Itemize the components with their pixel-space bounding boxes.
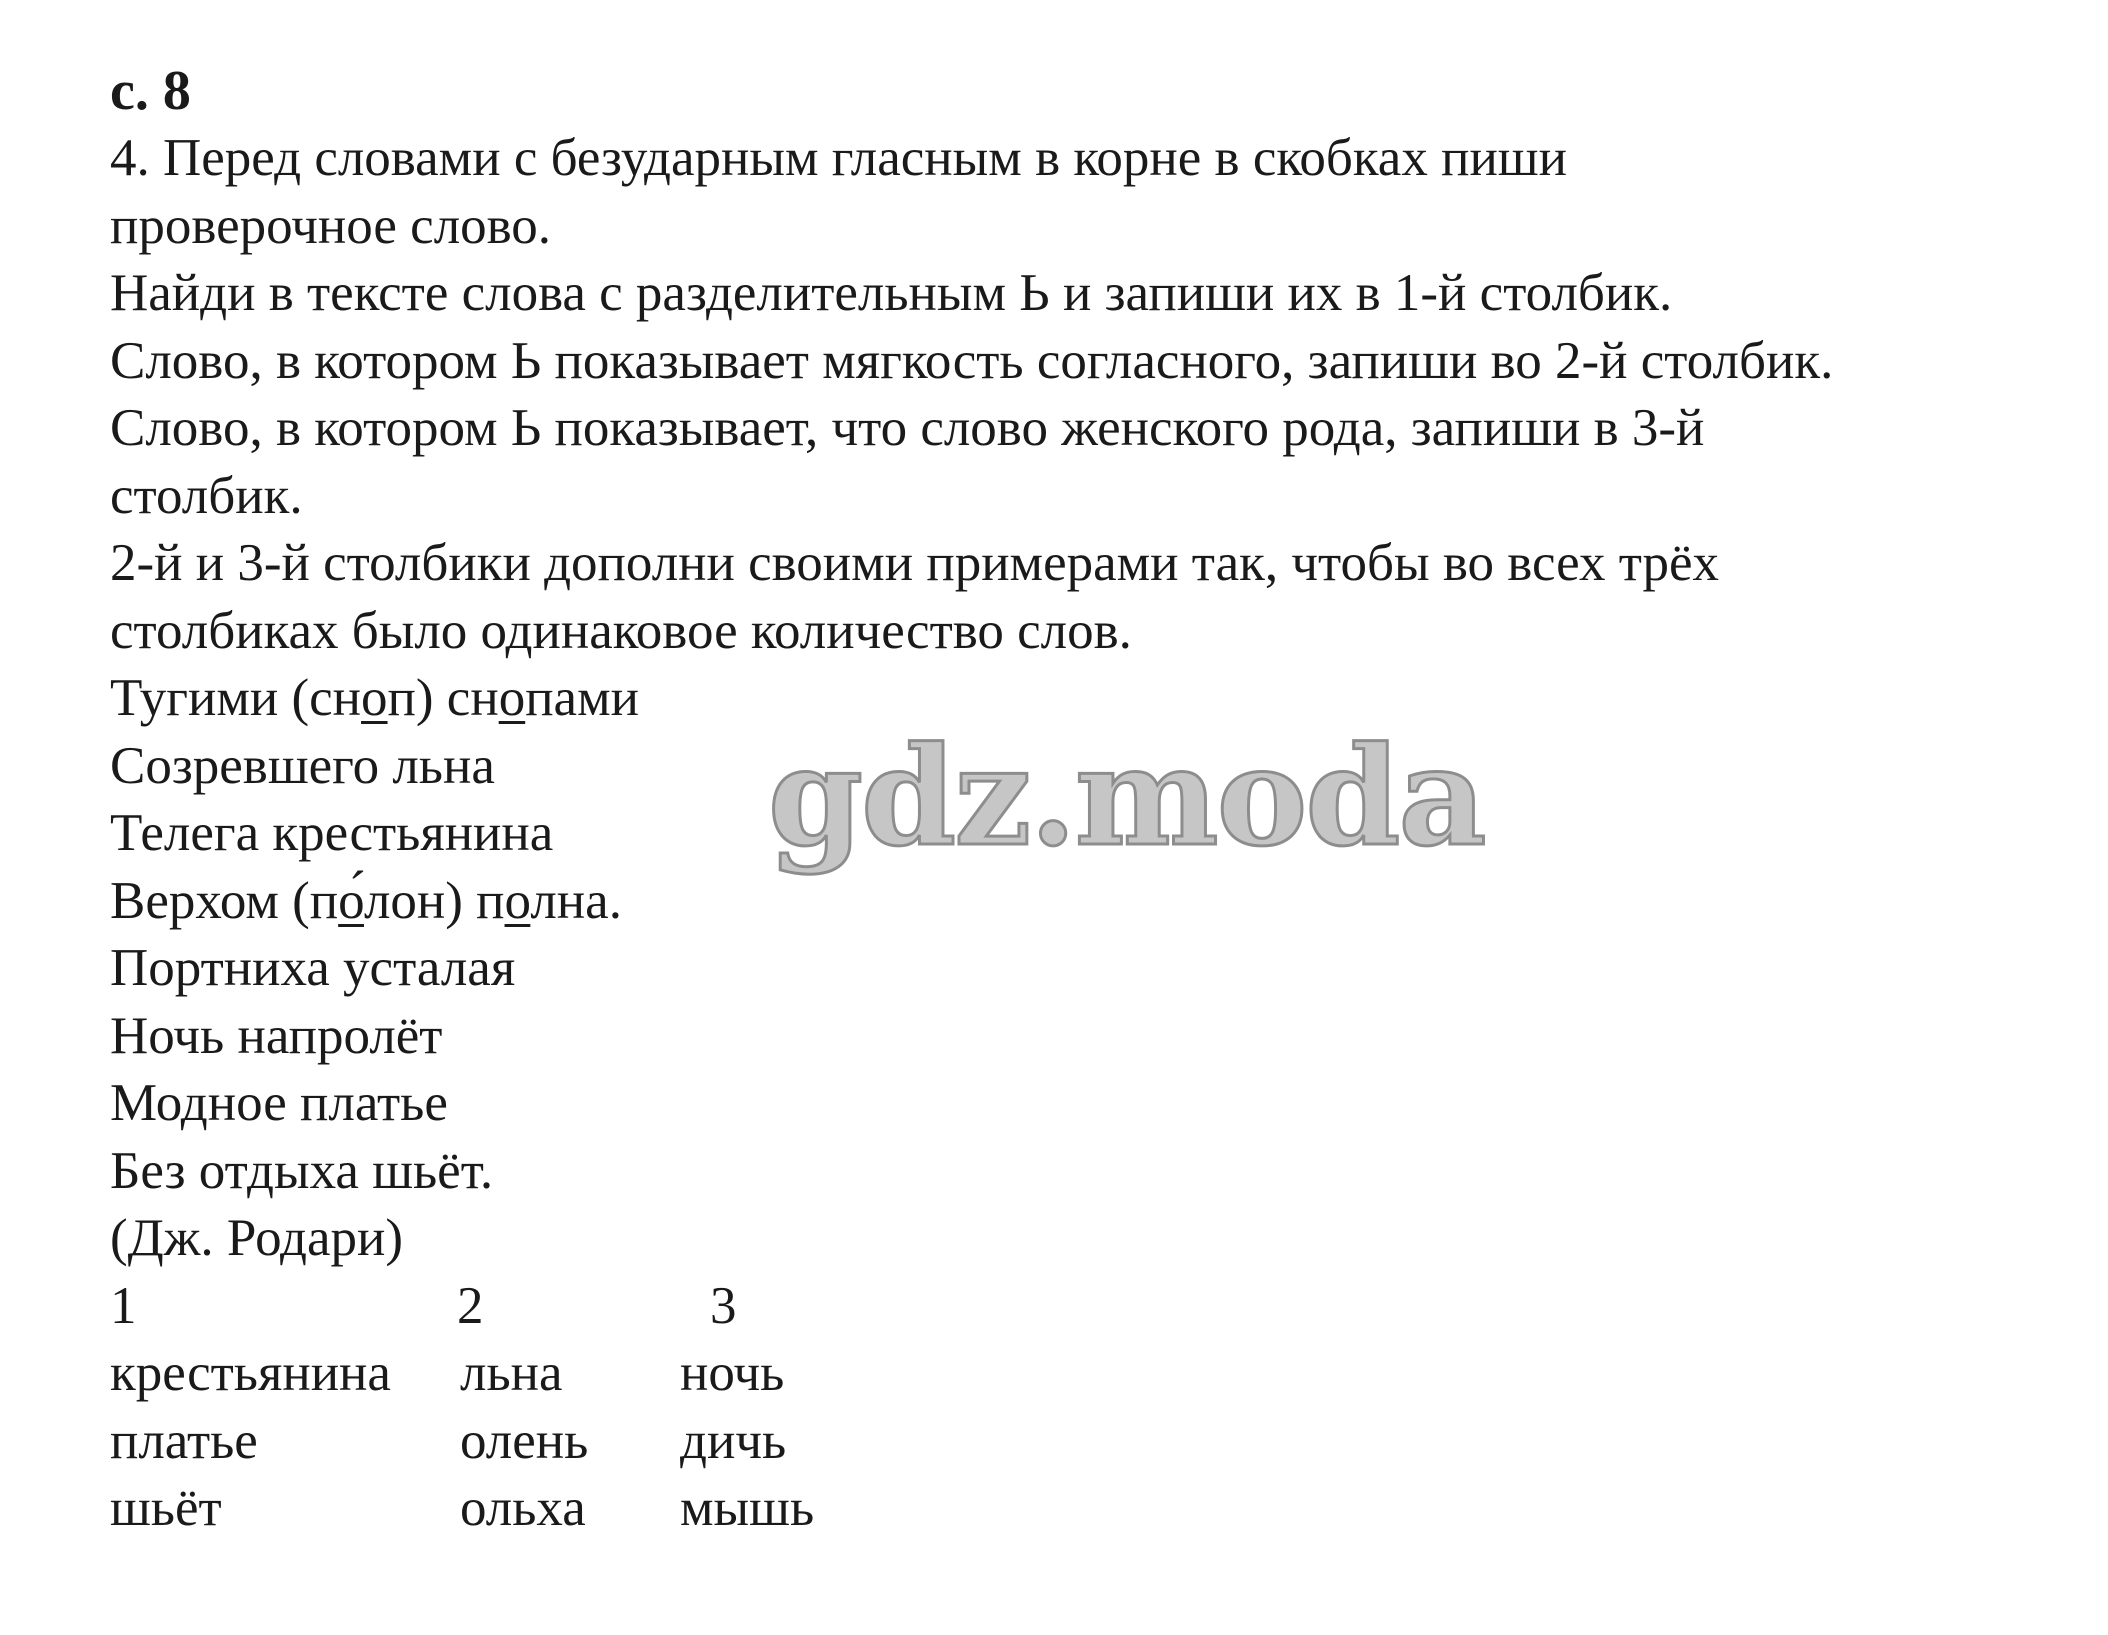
task-text — [110, 125, 2090, 665]
underlined-vowel: о — [498, 669, 526, 727]
task-line: Слово, в котором Ь показывает, что слово женского рода, запиши в 3-й — [110, 399, 1705, 457]
column-headers — [110, 1273, 2090, 1341]
column-1-word: платье — [110, 1411, 258, 1470]
column-header: 1 — [110, 1276, 137, 1335]
poem-line: Тугими (сноп) снопами — [110, 669, 639, 727]
poem-line: Модное платье — [110, 1074, 448, 1132]
column-header: 2 — [457, 1276, 484, 1335]
poem-line: Телега крестьянина — [110, 804, 554, 862]
column-row — [110, 1475, 2090, 1543]
column-3-word: дичь — [680, 1411, 787, 1470]
poem-line: Созревшего льна — [110, 736, 495, 795]
task-line: Слово, в котором Ь показывает мягкость согласного, запиши во 2-й столбик. — [110, 331, 1834, 390]
task-line: 4. Перед словами с безударным гласным в корне в скобках пиши — [110, 129, 1567, 187]
column-row — [110, 1408, 2090, 1476]
column-3-word: мышь — [680, 1479, 815, 1537]
underlined-vowel: о — [361, 669, 388, 727]
column-2-word: льна — [460, 1344, 563, 1402]
underlined-vowel: о́ — [338, 871, 364, 930]
task-line: Найди в тексте слова с разделительным Ь и запиши их в 1-й столбик. — [110, 264, 1673, 322]
poem-line: Без отдыха шьёт. — [110, 1141, 494, 1200]
column-1-word: шьёт — [110, 1479, 222, 1537]
task-line: 2-й и 3-й столбики дополни своими примерами так, чтобы во всех трёх — [110, 534, 1720, 592]
column-header: 3 — [710, 1276, 737, 1335]
task-line: проверочное слово. — [110, 196, 552, 255]
poem-line: Ночь напролёт — [110, 1006, 443, 1065]
poem-author: (Дж. Родари) — [110, 1209, 404, 1267]
column-3-word: ночь — [680, 1344, 785, 1402]
column-1-word: крестьянина — [110, 1344, 391, 1402]
underlined-vowel: о — [504, 871, 531, 930]
watermark: gdz.moda — [768, 717, 1485, 877]
column-row — [110, 1340, 2090, 1408]
page-number: с. 8 — [110, 60, 191, 122]
answer-columns — [110, 1273, 2090, 1543]
column-2-word: олень — [460, 1411, 589, 1470]
task-line: столбик. — [110, 466, 303, 525]
task-line: столбиках было одинаковое количество слов. — [110, 601, 1132, 660]
poem-line: Верхом (по́лон) полна. — [110, 871, 622, 930]
column-2-word: ольха — [460, 1479, 586, 1537]
poem-line: Портниха усталая — [110, 939, 516, 997]
